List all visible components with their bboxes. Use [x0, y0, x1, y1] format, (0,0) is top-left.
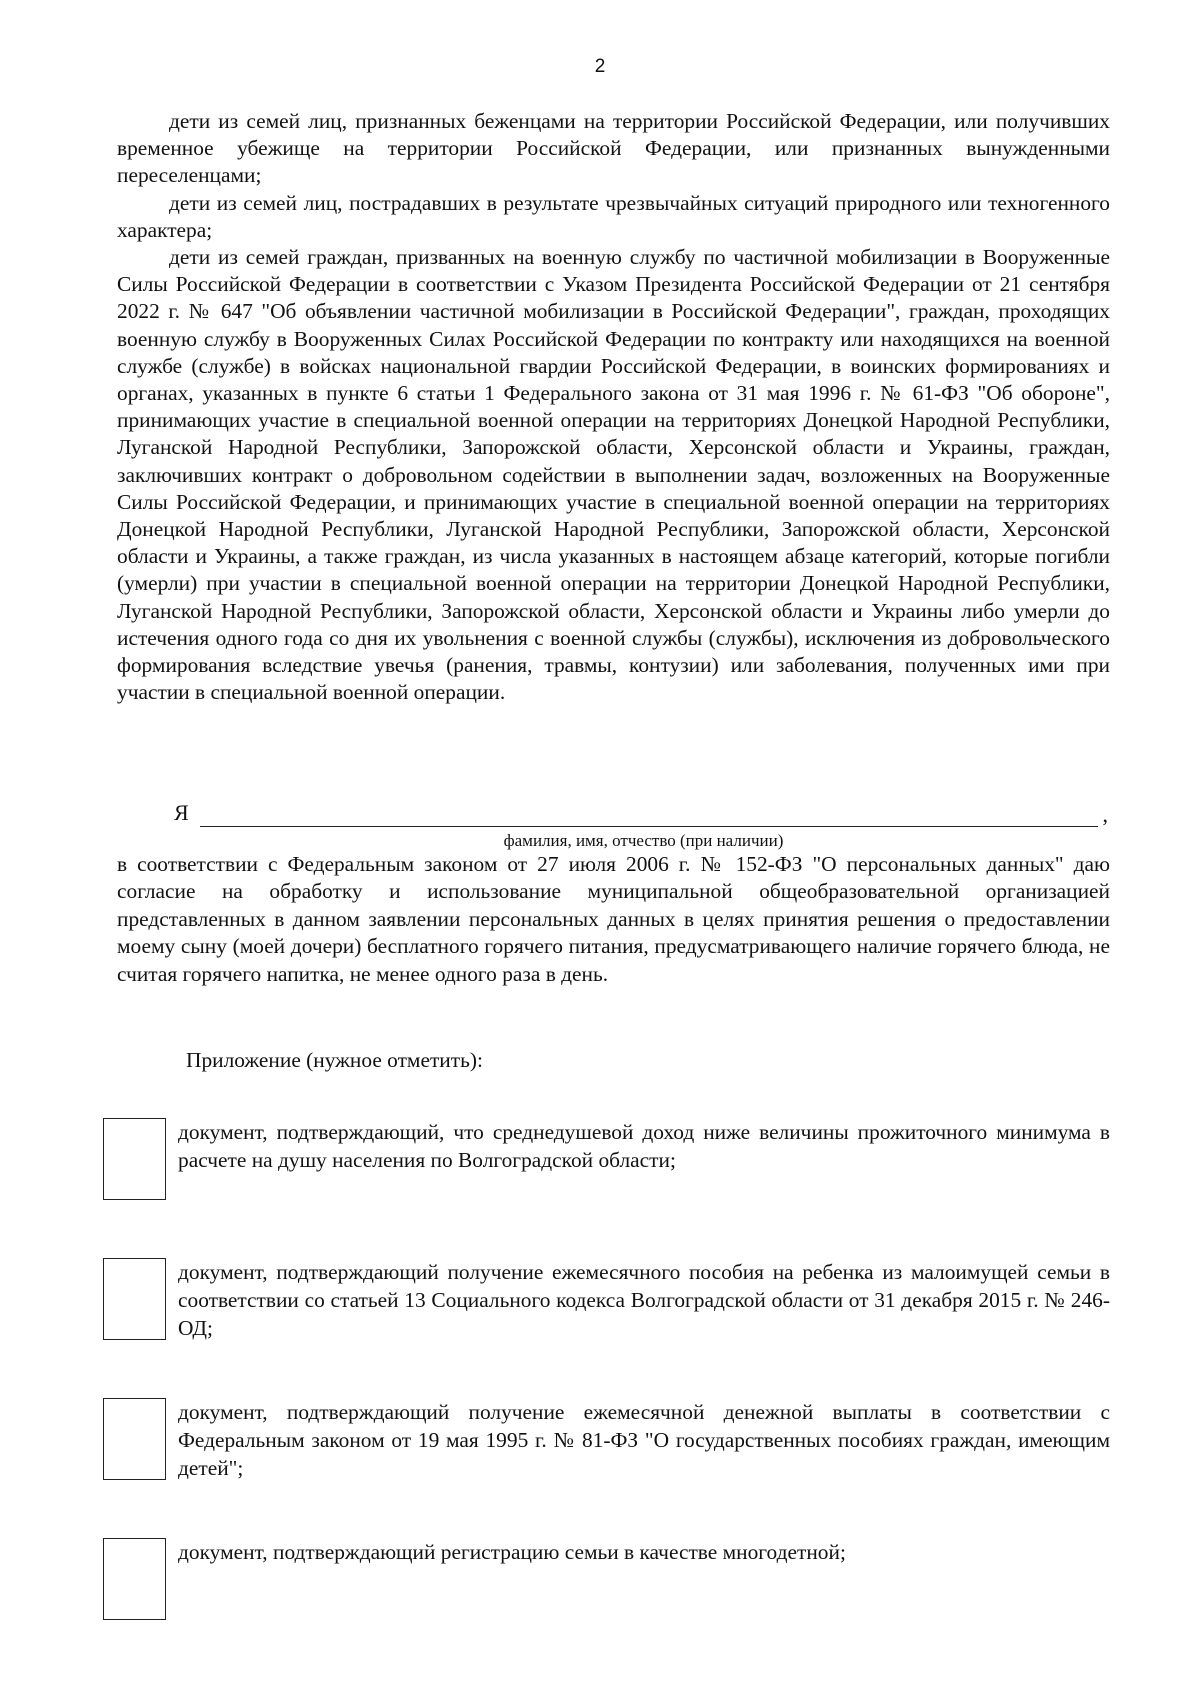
body-text [117, 108, 1110, 706]
paragraph-refugees: дети из семей лиц, признанных беженцами на территории Российской Федерации, или получивших временное убежище на территории Российской Федерации, или признанных вынужденными переселенцами; [117, 109, 1110, 188]
fio-input-line[interactable] [200, 826, 1098, 827]
attachment-text: документ, подтверждающий, что среднедушевой доход ниже величины прожиточного минимума в расчете на душу населения по Волгоградской области; [178, 1120, 1110, 1172]
attachment-checkbox[interactable] [103, 1258, 166, 1340]
consent-text: в соответствии с Федеральным законом от 27 июля 2006 г. № 152-ФЗ "О персональных данных" даю согласие на обработку и использование муниципальной общеобразовательной организацией представленных в данном заявлении персональных данных в целях принятия решения о предоставлении моему сыну (моей дочери) бесплатного горячего питания, предусматривающего наличие горячего блюда, не считая горячего напитка, не менее одного раза в день. [117, 852, 1110, 986]
consent-suffix: , [1102, 802, 1108, 827]
page-number: 2 [594, 56, 606, 77]
paragraph-emergencies: дети из семей лиц, пострадавших в результате чрезвычайных ситуаций природного или техногенного характера; [117, 190, 1110, 242]
attachment-text: документ, подтверждающий получение ежемесячной денежной выплаты в соответствии с Федеральным законом от 19 мая 1995 г. № 81-ФЗ "О государственных пособиях граждан, имеющим детей"; [178, 1400, 1110, 1480]
consent-section [117, 800, 1110, 988]
paragraph-mobilized: дети из семей граждан, призванных на военную службу по частичной мобилизации в Вооруженные Силы Российской Федерации в соответствии с Указом Президента Российской Федерации от 21 сентября 2022 г. № 647 "Об объявлении частичной мобилизации в Российской Федерации", граждан, проходящих военную службу в Вооруженных Силах Российской Федерации по контракту или находящихся на военной службе (службе) в войсках национальной гвардии Российской Федерации, в воинских формированиях и органах, указанных в пункте 6 статьи 1 Федерального закона от 31 мая 1996 г. № 61-ФЗ "Об обороне", принимающих участие в специальной военной операции на территориях Донецкой Народной Республики, Луганской Народной Республики, Запорожской области, Херсонской области и Украины, граждан, заключивших контракт о добровольном содействии в выполнении задач, возложенных на Вооруженные Силы Российской Федерации, и принимающих участие в специальной военной операции на территориях Донецкой Народной Республики, Луганской Народной Республики, Запорожской области, Херсонской области и Украины, а также граждан, из числа указанных в настоящем абзаце категорий, которые погибли (умерли) при участии в специальной военной операции на территории Донецкой Народной Республики, Луганской Народной Республики, Запорожской области, Херсонской области и Украины либо умерли до истечения одного года со дня их увольнения с военной службы (службы), исключения из добровольческого формирования вследствие увечья (ранения, травмы, контузии) или заболевания, полученных ими при участии в специальной военной операции. [117, 245, 1110, 705]
attachment-text: документ, подтверждающий регистрацию семьи в качестве многодетной; [178, 1540, 846, 1564]
fio-caption: фамилия, имя, отчество (при наличии) [503, 831, 784, 850]
consent-prefix: Я [174, 800, 189, 825]
attachment-checkbox[interactable] [103, 1398, 166, 1480]
attachment-text: документ, подтверждающий получение ежемесячного пособия на ребенка из малоимущей семьи в соответствии со статьей 13 Социального кодекса Волгоградской области от 31 декабря 2015 г. № 246-ОД; [178, 1260, 1110, 1340]
fio-line [117, 800, 1110, 830]
attachment-checkbox[interactable] [103, 1118, 166, 1200]
attachment-checkbox[interactable] [103, 1538, 166, 1620]
attachments-title: Приложение (нужное отметить): [186, 1048, 483, 1072]
